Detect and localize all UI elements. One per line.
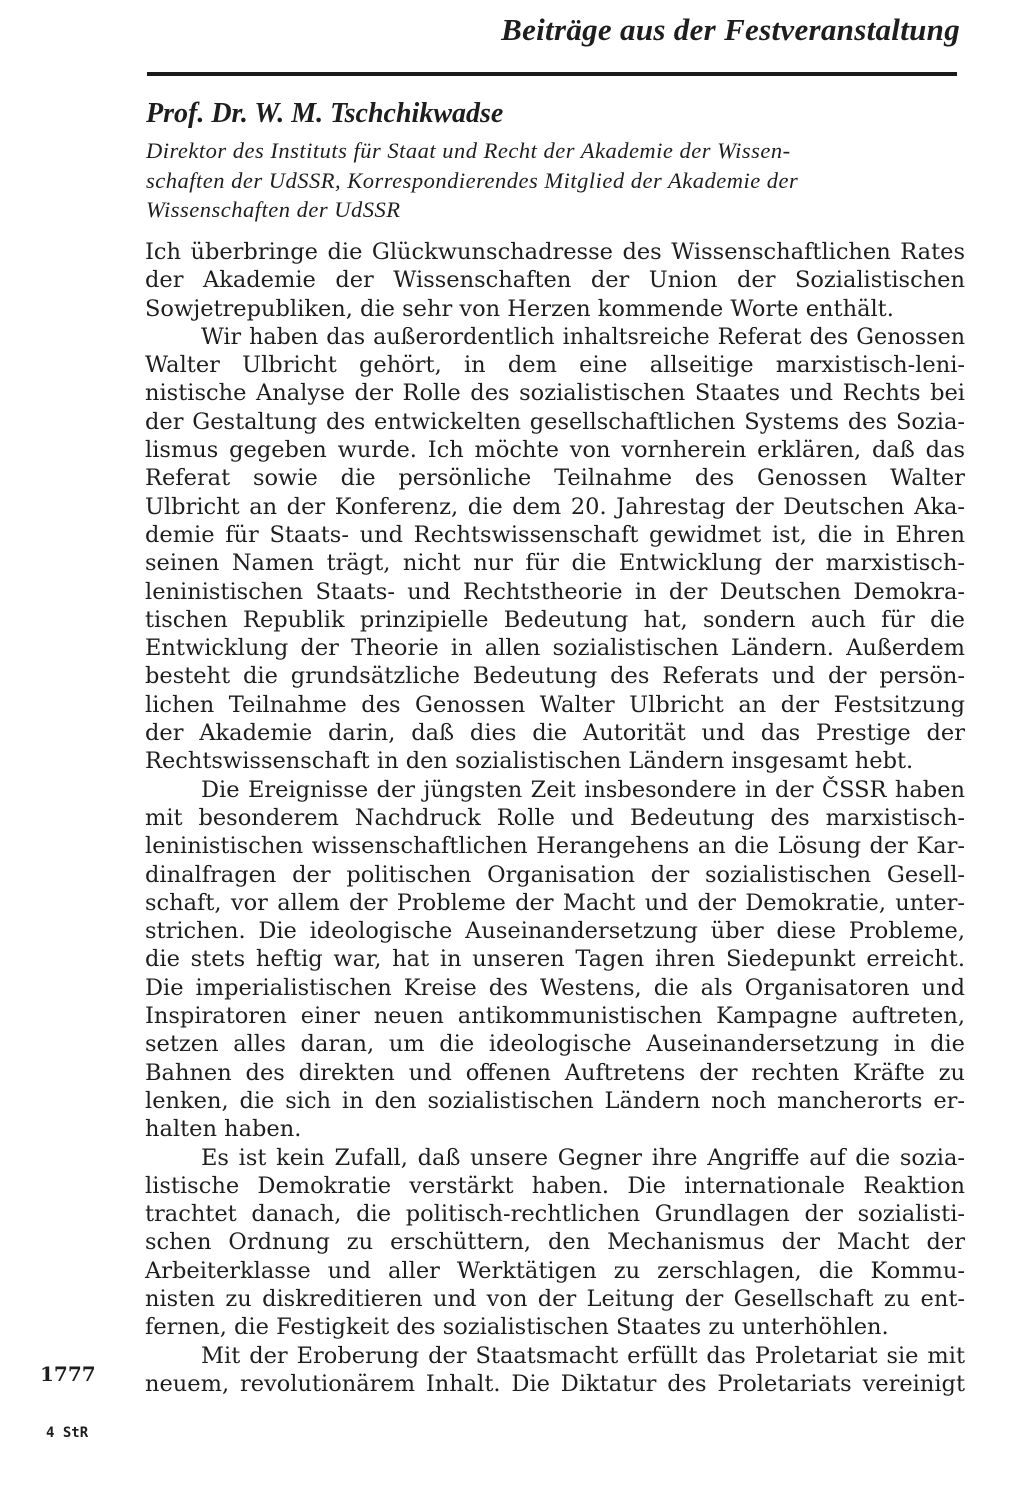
text-line: Rechtswissenschaft in den sozialistischen Ländern insgesamt hebt. — [145, 748, 914, 775]
text-line: Referat sowie die persönliche Teilnahme des Genossen Walter — [145, 465, 965, 492]
text-line: leninistischen Staats- und Rechtstheorie in der Deutschen Demokra- — [145, 578, 965, 605]
printer-signature: 4 StR — [46, 1425, 89, 1441]
text-line: der Akademie der Wissenschaften der Union der Sozialistischen — [145, 267, 965, 294]
affiliation-line: Direktor des Instituts für Staat und Recht der Akademie der Wissen- — [146, 138, 791, 163]
text-line: nisten zu diskreditieren und von der Leitung der Gesellschaft zu ent- — [145, 1285, 965, 1312]
text-line: seinen Namen trägt, nicht nur für die Entwicklung der marxistisch- — [145, 550, 965, 577]
text-line: neuem, revolutionärem Inhalt. Die Diktatur des Proletariats vereinigt — [145, 1370, 965, 1397]
text-line: Ich überbringe die Glückwunschadresse des Wissenschaftlichen Rates — [145, 239, 965, 265]
paragraph — [145, 1342, 965, 1399]
paragraph — [145, 776, 965, 1144]
text-line: die stets heftig war, hat in unseren Tagen ihren Siedepunkt erreicht. — [145, 946, 965, 973]
text-line: leninistischen wissenschaftlichen Herangehens an die Lösung der Kar- — [145, 833, 965, 860]
text-line: Wir haben das außerordentlich inhaltsreiche Referat des Genossen — [201, 323, 965, 350]
text-line: demie für Staats- und Rechtswissenschaft gewidmet ist, die in Ehren — [145, 521, 965, 548]
text-line: Inspiratoren einer neuen antikommunistischen Kampagne auftreten, — [145, 1003, 965, 1030]
header-rule — [147, 72, 957, 76]
article-body — [145, 238, 965, 1398]
text-line: setzen alles daran, um die ideologische Auseinandersetzung in die — [145, 1031, 965, 1058]
text-line: lichen Teilnahme des Genossen Walter Ulbricht an der Festsitzung — [145, 691, 965, 718]
text-line: mit besonderem Nachdruck Rolle und Bedeutung des marxistisch- — [145, 804, 965, 831]
text-line: dinalfragen der politischen Organisation der sozialistischen Gesell- — [145, 861, 965, 888]
text-line: fernen, die Festigkeit des sozialistischen Staates zu unterhöhlen. — [145, 1314, 889, 1341]
text-line: der Akademie darin, daß dies die Autorität und das Prestige der — [145, 720, 965, 747]
text-line: Walter Ulbricht gehört, in dem eine allseitige marxistisch-leni- — [145, 352, 965, 379]
text-line: Ulbricht an der Konferenz, die dem 20. Jahrestag der Deutschen Aka- — [145, 493, 965, 520]
text-line: Entwicklung der Theorie in allen sozialistischen Ländern. Außerdem — [145, 635, 965, 662]
paragraph — [145, 323, 965, 776]
text-line: trachtet danach, die politisch-rechtlichen Grundlagen der sozialisti- — [145, 1201, 965, 1228]
text-line: Die imperialistischen Kreise des Westens, die als Organisatoren und — [145, 974, 965, 1001]
text-line: Bahnen des direkten und offenen Auftretens der rechten Kräfte zu — [145, 1059, 965, 1086]
paragraph — [145, 1144, 965, 1342]
paragraph — [145, 238, 965, 323]
text-line: schaft, vor allem der Probleme der Macht und der Demokratie, unter- — [145, 889, 965, 916]
text-line: Die Ereignisse der jüngsten Zeit insbesondere in der ČSSR haben — [201, 776, 965, 803]
text-line: der Gestaltung des entwickelten gesellschaftlichen Systems des Sozia- — [145, 408, 965, 435]
affiliation-line: schaften der UdSSR, Korrespondierendes Mitglied der Akademie der — [146, 167, 799, 193]
section-header-title: Beiträge aus der Festveranstaltung — [501, 12, 960, 47]
text-line: lismus gegeben wurde. Ich möchte von vornherein erklären, daß das — [145, 437, 965, 464]
text-line: Sowjetrepubliken, die sehr von Herzen kommende Worte enthält. — [145, 295, 894, 322]
author-name: Prof. Dr. W. M. Tschchikwadse — [146, 98, 504, 129]
text-line: schen Ordnung zu erschüttern, den Mechanismus der Macht der — [145, 1229, 965, 1256]
text-line: lenken, die sich in den sozialistischen Ländern noch mancherorts er- — [145, 1087, 965, 1114]
author-affiliation — [146, 136, 956, 225]
affiliation-line: Wissenschaften der UdSSR — [146, 197, 401, 222]
text-line: tischen Republik prinzipielle Bedeutung hat, sondern auch für die — [145, 606, 965, 633]
text-line: Mit der Eroberung der Staatsmacht erfüllt das Proletariat sie mit — [201, 1342, 965, 1369]
text-line: listische Demokratie verstärkt haben. Die internationale Reaktion — [145, 1172, 965, 1199]
text-line: halten haben. — [145, 1116, 302, 1143]
text-line: nistische Analyse der Rolle des sozialistischen Staates und Rechts bei — [145, 380, 965, 407]
text-line: besteht die grundsätzliche Bedeutung des Referats und der persön- — [145, 663, 965, 690]
page-number: 1777 — [40, 1362, 96, 1386]
text-line: Es ist kein Zufall, daß unsere Gegner ihre Angriffe auf die sozia- — [201, 1144, 965, 1171]
text-line: Arbeiterklasse und aller Werktätigen zu zerschlagen, die Kommu- — [145, 1257, 965, 1284]
text-line: strichen. Die ideologische Auseinandersetzung über diese Probleme, — [145, 918, 965, 945]
